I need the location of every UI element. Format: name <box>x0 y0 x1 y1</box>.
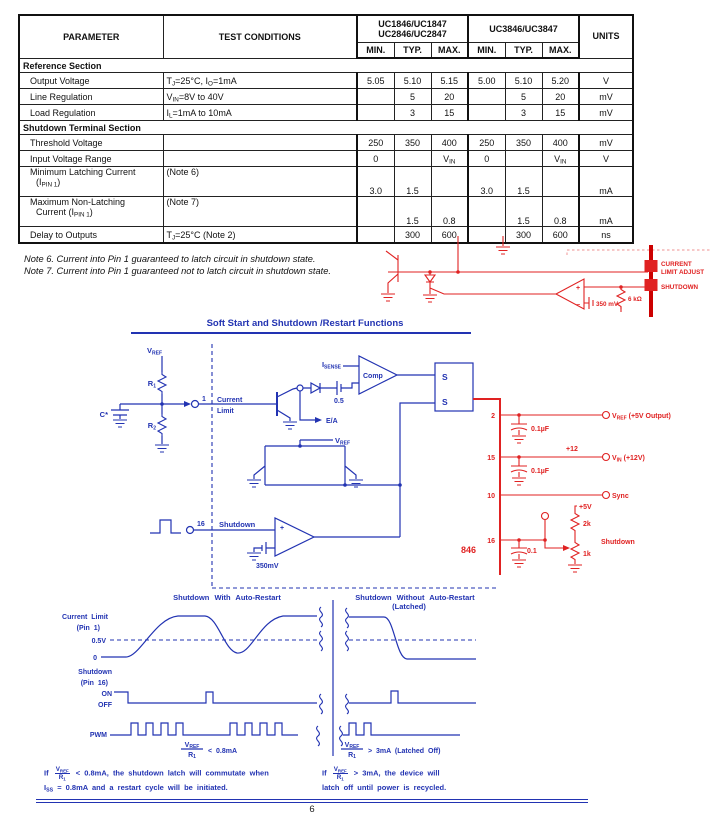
cell-units: V <box>579 151 633 167</box>
cell-param: Output Voltage <box>19 73 163 89</box>
pwm-wave <box>110 723 298 735</box>
cap-0.1uf-label: 0.1µF <box>531 426 550 433</box>
r1-label: $R_1$ <box>147 379 156 390</box>
pwm-label: PWM <box>89 732 107 739</box>
pin-10-number: 10 <box>487 493 495 500</box>
minus-sign: − <box>576 302 581 309</box>
section-row-shutdown <box>19 121 633 135</box>
current-limit-axis-label: Current Limit <box>62 614 108 621</box>
threshold-label: 350 mV <box>596 301 619 308</box>
notes-block <box>24 254 331 277</box>
header-group1: UC1846/UC1847 UC2846/UC2847 <box>357 15 468 43</box>
cap-0.1-label: 0.1 <box>527 548 537 555</box>
pin-2-number: 2 <box>491 413 495 420</box>
cell-min2 <box>468 105 505 121</box>
vin-terminal <box>603 454 610 461</box>
red-symbols <box>381 247 625 309</box>
shutdown-pad-label: SHUTDOWN <box>661 284 699 291</box>
zero-label: 0 <box>93 655 97 662</box>
pot-terminal <box>542 513 549 520</box>
svg-text:Limit: Limit <box>217 408 234 415</box>
cell-min2 <box>468 89 505 105</box>
shutdown-label: Shutdown <box>219 520 256 529</box>
section-row-reference <box>19 58 633 73</box>
shutdown-axis-label: Shutdown <box>78 669 112 676</box>
cell-min2: 5.00 <box>468 73 505 89</box>
cell-typ1: 350 <box>394 135 431 151</box>
cell-typ1: 300 <box>394 227 431 244</box>
table-header-row-1 <box>19 15 633 43</box>
cell-cond: (Note 6) <box>163 167 357 197</box>
plus-5v-label: +5V <box>579 504 592 511</box>
vref-terminal <box>603 412 610 419</box>
cell-min1: 5.05 <box>357 73 394 89</box>
ic-dashed-boundary <box>212 344 497 588</box>
vref-r1-fraction: $\frac{V_{REF}}{R_1}$ <box>55 766 69 782</box>
cell-param: Maximum Non-Latching Current $(I_{PIN 1})$ <box>19 197 163 227</box>
header-max-2: MAX. <box>542 43 579 59</box>
header-typ-1: TYP. <box>394 43 431 59</box>
cell-param: Minimum Latching Current $(I_{PIN 1})$ <box>19 167 163 197</box>
cell-units: mA <box>579 197 633 227</box>
bottom-note-right: If $\frac{V_{REF}}{R_1}$ > 3mA, the device will latch off until power is recycled. <box>322 766 447 792</box>
plus-12-label: +12 <box>566 446 578 453</box>
cell-max1: 600 <box>431 227 468 244</box>
cell-units: mV <box>579 135 633 151</box>
chip-id-label: 846 <box>461 545 477 555</box>
pin-1-terminal <box>192 401 199 408</box>
section-label: Shutdown Terminal Section <box>19 121 633 135</box>
isense-label: $I_{SENSE}$ <box>321 360 341 371</box>
current-limit-adjust-pad <box>645 260 658 272</box>
figure-title: Soft Start and Shutdown /Restart Functions <box>206 318 404 329</box>
note-6: Note 6. Current into Pin 1 guaranteed to latch circuit in shutdown state. <box>24 254 316 264</box>
cell-units: mA <box>579 167 633 197</box>
cell-max1: 20 <box>431 89 468 105</box>
table-row <box>19 89 633 105</box>
right-waveform-title: Shutdown Without Auto-Restart <box>355 593 475 602</box>
vin-label: $V_{IN}$ (+12V) <box>612 455 645 464</box>
cell-param: Delay to Outputs <box>19 227 163 244</box>
header-parameter: PARAMETER <box>19 15 163 58</box>
table-row <box>19 167 633 197</box>
chip-symbols <box>512 436 582 572</box>
shutdown-comparator-icon <box>275 518 314 556</box>
svg-text:(Pin 16): (Pin 16) <box>80 680 108 687</box>
cell-max2: 0.8 <box>542 197 579 227</box>
cell-max1: 15 <box>431 105 468 121</box>
header-group2: UC3846/UC3847 <box>468 15 579 43</box>
shutdown-ext-label: Shutdown <box>601 539 635 546</box>
cell-max1: 0.8 <box>431 197 468 227</box>
cell-typ2: 300 <box>505 227 542 244</box>
pin-1-number: 1 <box>202 396 206 403</box>
cell-max1: 400 <box>431 135 468 151</box>
cell-units: ns <box>579 227 633 244</box>
resistor-2k-icon <box>571 511 579 533</box>
left-waveform-title: Shutdown With Auto-Restart <box>173 593 281 602</box>
cell-min2 <box>468 197 505 227</box>
latch-s-bottom: S <box>442 397 448 407</box>
cell-typ1 <box>394 151 431 167</box>
plus-sign: + <box>280 525 285 532</box>
pin-16-number: 16 <box>487 538 495 545</box>
current-limit-curve <box>349 617 476 659</box>
cell-cond: $I_L=1mA$ to 10mA <box>163 105 357 121</box>
blue-wires <box>111 356 435 556</box>
vref-mid-label: $V_{REF}$ <box>335 436 351 447</box>
bottom-note-left: If $\frac{V_{REF}}{R_1}$ < 0.8mA, the shutdown latch will commutate when $I_{SS} = 0.8mA$ and a restart cycle will be initiated. <box>44 766 269 794</box>
off-label: OFF <box>98 702 112 709</box>
cell-max2: 20 <box>542 89 579 105</box>
c-star-label: C* <box>99 410 108 419</box>
cell-cond <box>163 135 357 151</box>
cell-cond: $T_J=25^\circ C$ (Note 2) <box>163 227 357 244</box>
svg-text:(Pin 1): (Pin 1) <box>76 625 100 632</box>
section-label: Reference Section <box>19 58 633 73</box>
cell-cond: $T_J=25^\circ C$, $I_O=1mA$ <box>163 73 357 89</box>
pin-16-number: 16 <box>197 521 205 528</box>
cell-typ2: 5.10 <box>505 73 542 89</box>
cell-max1: 5.15 <box>431 73 468 89</box>
current-limit-curve <box>126 616 317 657</box>
cell-cond <box>163 151 357 167</box>
cell-typ1: 1.5 <box>394 167 431 197</box>
waveform-right-panel <box>340 593 476 760</box>
cell-max2: 600 <box>542 227 579 244</box>
electrical-characteristics-table <box>18 14 634 244</box>
resistor-6k-label: 6 kΩ <box>628 296 642 303</box>
cell-typ1: 1.5 <box>394 197 431 227</box>
fraction-numerator: VREF <box>184 742 200 750</box>
resistor-1k-icon <box>571 540 579 562</box>
waveform-left-panel <box>62 593 322 760</box>
cell-typ2: 350 <box>505 135 542 151</box>
cell-min1: 0 <box>357 151 394 167</box>
half-volt-label: 0.5V <box>91 638 106 645</box>
vref-output-label: $V_{REF}$ (+5V Output) <box>612 413 671 422</box>
cell-min1 <box>357 105 394 121</box>
cell-typ2: 1.5 <box>505 197 542 227</box>
current-limit-adjust-label: CURRENT <box>661 261 692 268</box>
cell-max1: $V_{IN}$ <box>431 151 468 167</box>
resistor-1k-label: 1k <box>583 551 591 558</box>
cell-max1 <box>431 167 468 197</box>
header-typ-2: TYP. <box>505 43 542 59</box>
cell-param: Load Regulation <box>19 105 163 121</box>
cell-min2: 0 <box>468 151 505 167</box>
latch-box <box>435 363 473 411</box>
cell-cond: $V_{IN}=8V$ to 40V <box>163 89 357 105</box>
cell-units: V <box>579 73 633 89</box>
current-limit-shutdown-fragment-svg <box>380 232 717 332</box>
cell-param: Input Voltage Range <box>19 151 163 167</box>
cell-min1 <box>357 197 394 227</box>
right-condition: > 3mA (Latched Off) <box>368 748 441 755</box>
page-number: 6 <box>309 804 315 815</box>
plus-sign: + <box>576 285 581 292</box>
cell-param: Line Regulation <box>19 89 163 105</box>
shutdown-pad <box>645 279 658 291</box>
table-row <box>19 151 633 167</box>
cell-typ1: 5.10 <box>394 73 431 89</box>
cell-typ2: 1.5 <box>505 167 542 197</box>
cell-max2: $V_{IN}$ <box>542 151 579 167</box>
cell-min2: 250 <box>468 135 505 151</box>
cell-param: Threshold Voltage <box>19 135 163 151</box>
fraction-denominator: R1 <box>348 752 356 760</box>
cell-typ2: 5 <box>505 89 542 105</box>
cell-min2: 3.0 <box>468 167 505 197</box>
soft-start-schematic-svg <box>0 335 717 590</box>
cell-units: mV <box>579 89 633 105</box>
cell-min1: 250 <box>357 135 394 151</box>
on-label: ON <box>101 691 112 698</box>
ea-label: E/A <box>326 418 338 425</box>
diode-icon <box>311 383 320 393</box>
latch-s-top: S <box>442 372 448 382</box>
fraction-numerator: VREF <box>344 742 360 750</box>
vref-r1-fraction: $\frac{V_{REF}}{R_1}$ <box>333 766 347 782</box>
cell-typ1: 5 <box>394 89 431 105</box>
sync-label: Sync <box>612 493 629 500</box>
current-limit-label: Current <box>217 397 243 404</box>
sync-terminal <box>603 492 610 499</box>
waveforms-svg <box>30 588 595 760</box>
footer-rule <box>36 799 588 803</box>
pin-16-terminal <box>187 527 194 534</box>
resistor-2k-label: 2k <box>583 521 591 528</box>
title-underline <box>131 332 471 334</box>
shutdown-wave <box>114 692 317 703</box>
vref-label: $V_{REF}$ <box>147 346 163 357</box>
header-min-1: MIN. <box>357 43 394 59</box>
cell-max2 <box>542 167 579 197</box>
r2-label: $R_2$ <box>147 421 156 432</box>
cell-min1: 3.0 <box>357 167 394 197</box>
header-max-1: MAX. <box>431 43 468 59</box>
left-condition: < 0.8mA <box>208 748 238 755</box>
svg-text:(Latched): (Latched) <box>392 602 426 611</box>
cell-max2: 15 <box>542 105 579 121</box>
cap-0.1uf-label: 0.1µF <box>531 468 550 475</box>
diode-icon <box>425 275 435 282</box>
shutdown-wave <box>349 691 476 703</box>
dashed-bracket <box>567 250 712 255</box>
cell-cond: (Note 7) <box>163 197 357 227</box>
table-row <box>19 73 633 89</box>
cell-max2: 5.20 <box>542 73 579 89</box>
table-row <box>19 135 633 151</box>
cell-units: mV <box>579 105 633 121</box>
cell-min1 <box>357 89 394 105</box>
cell-typ2: 3 <box>505 105 542 121</box>
chip-edge <box>473 399 500 575</box>
resistor-r2-icon <box>158 414 166 436</box>
pwm-wave <box>343 723 460 735</box>
cell-typ1: 3 <box>394 105 431 121</box>
resistor-r1-icon <box>158 372 166 394</box>
header-units: UNITS <box>579 15 633 58</box>
table-row <box>19 105 633 121</box>
header-test-conditions: TEST CONDITIONS <box>163 15 357 58</box>
table-row <box>19 197 633 227</box>
comp-label: Comp <box>363 373 383 380</box>
note-7: Note 7. Current into Pin 1 guaranteed not to latch circuit in shutdown state. <box>24 265 331 276</box>
cell-typ2 <box>505 151 542 167</box>
offset-0p5-label: 0.5 <box>334 398 344 405</box>
fraction-denominator: R1 <box>188 752 196 760</box>
cell-max2: 400 <box>542 135 579 151</box>
header-min-2: MIN. <box>468 43 505 59</box>
svg-text:LIMIT ADJUST: LIMIT ADJUST <box>661 269 705 276</box>
threshold-350mv-label: 350mV <box>256 563 279 570</box>
pin-15-number: 15 <box>487 455 495 462</box>
